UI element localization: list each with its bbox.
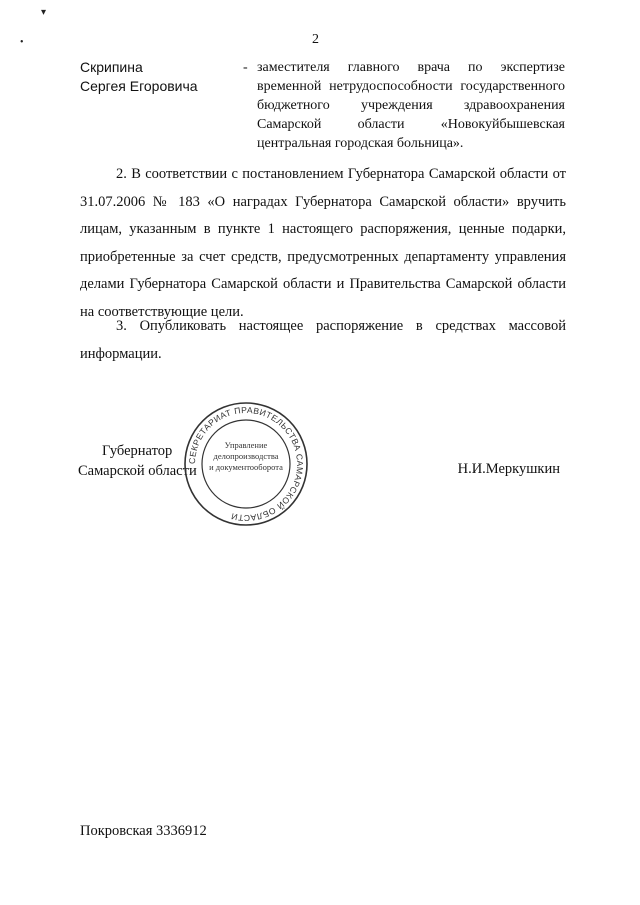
stamp-center-line3: и документооборота: [209, 462, 283, 472]
signatory-title-line1: Губернатор: [102, 443, 173, 459]
page-number: 2: [312, 32, 319, 47]
signatory-name: Н.И.Меркушкин: [457, 461, 560, 477]
footer-executor: Покровская 3336912: [80, 823, 207, 839]
stamp-center-text: [204, 440, 288, 473]
stamp-ring-text: СЕКРЕТАРИАТ ПРАВИТЕЛЬСТВА САМАРСКОЙ ОБЛАСТИ: [186, 404, 306, 524]
official-stamp: [182, 400, 310, 528]
person-name: [80, 58, 240, 96]
person-given-names: Сергея Егоровича: [80, 78, 198, 94]
stamp-center-line1: Управление: [224, 440, 268, 450]
scan-speck: •: [20, 37, 24, 48]
stamp-center-line2: делопроизводства: [213, 451, 279, 461]
separator-dash: -: [243, 60, 248, 75]
signatory-title: [78, 441, 197, 481]
signatory-title-line2: Самарской области: [78, 463, 197, 479]
paragraph-3: 3. Опубликовать настоящее распоряжение в средствах массовой информации.: [80, 318, 566, 362]
scan-speck: ▾: [41, 7, 47, 18]
person-position: заместителя главного врача по экспертизе временной нетрудоспособности государственного бюджетного учреждения здравоохранения Самарской области «Новокуйбышевская центральная городская больница».: [257, 60, 565, 151]
person-surname: Скрипина: [80, 59, 143, 75]
paragraph-2: 2. В соответствии с постановлением Губернатора Самарской области от 31.07.2006 № 183 «О наградах Губернатора Самарской области» вручить лицам, указанным в пункте 1 настоящего распоряжения, ценные подарки, приобретенные за счет средств, предусмотренных департаменту управления делами Губернатора Самарской области и Правительства Самарской области на соответствующие цели.: [80, 166, 566, 320]
